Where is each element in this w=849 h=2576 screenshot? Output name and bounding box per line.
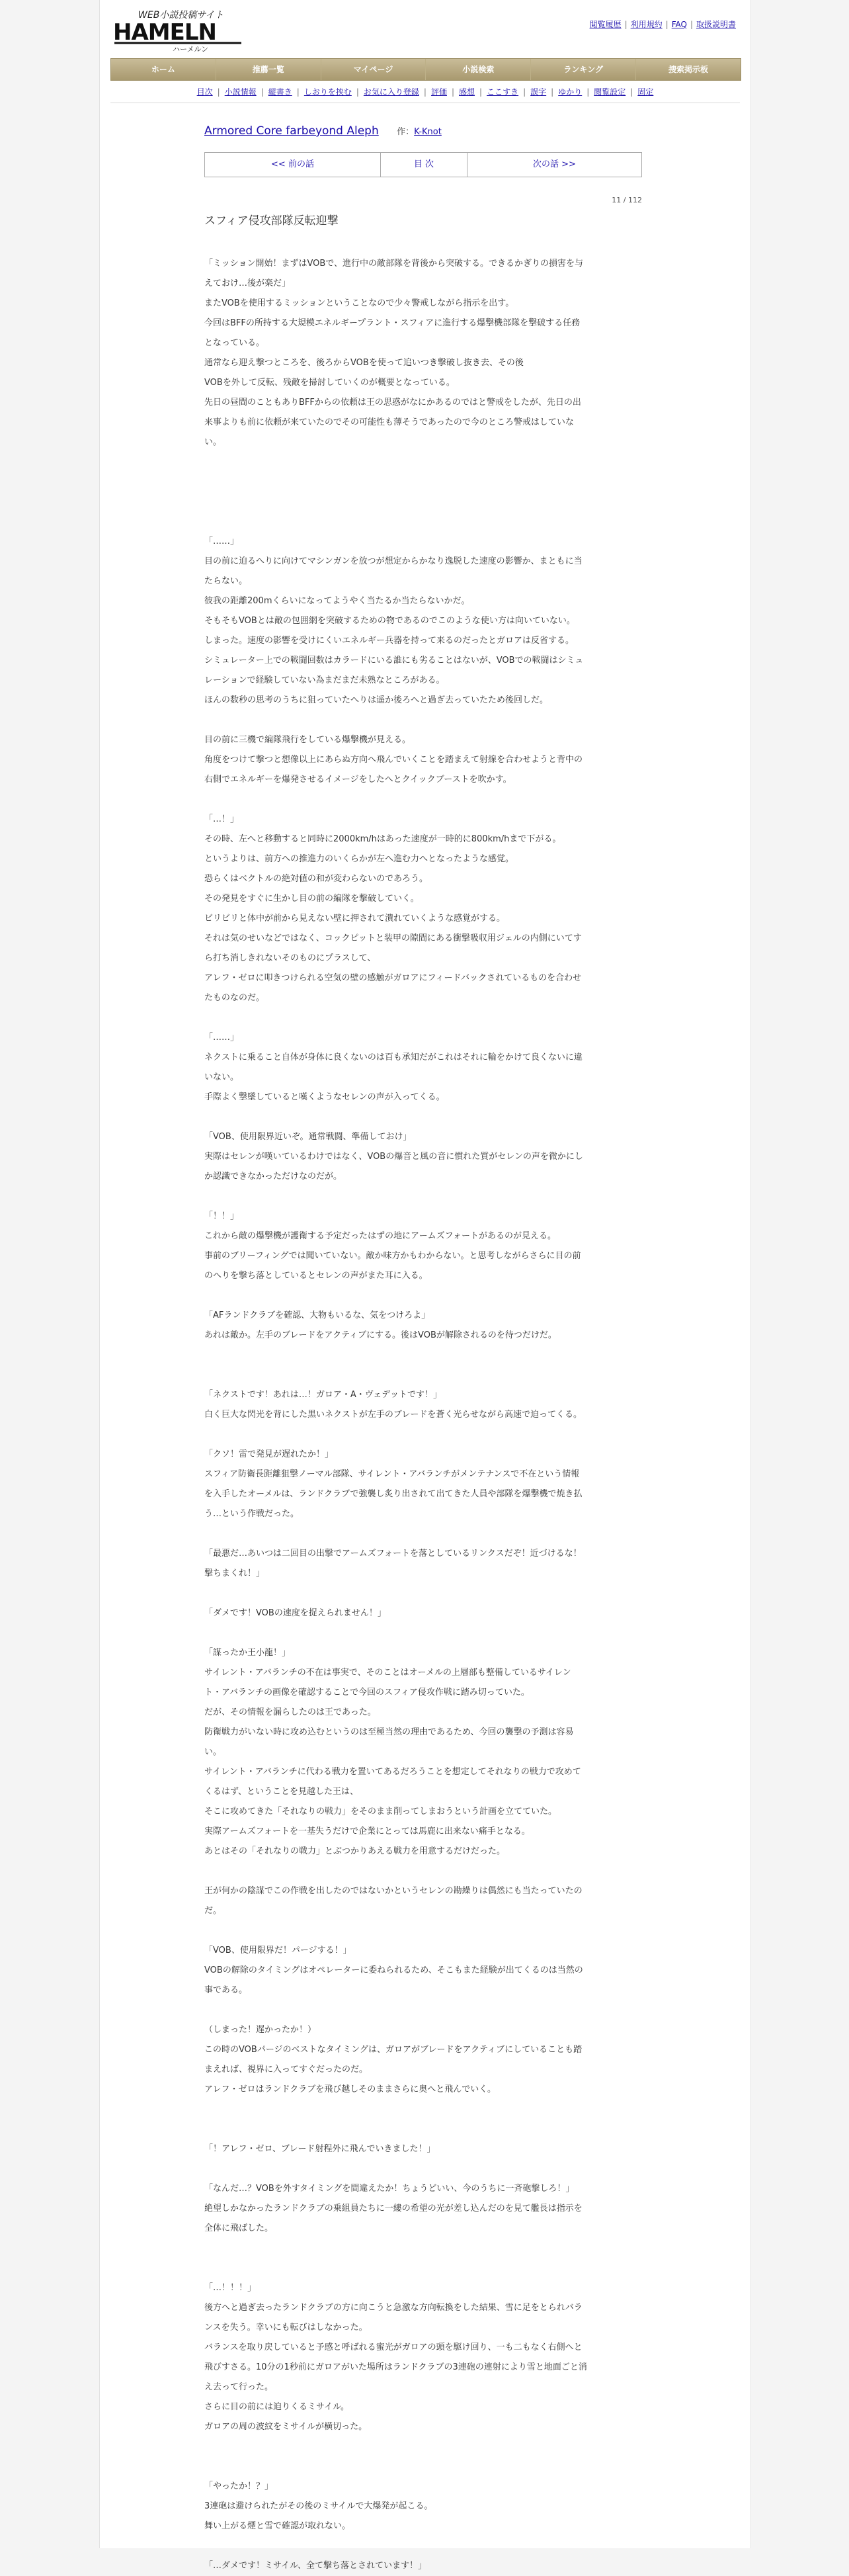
body-line: 「ダメです！VOBの速度を捉えられません！」 [204, 1608, 386, 1618]
nav-board[interactable]: 捜索掲示板 [668, 65, 709, 74]
body-line: サイレント・アバランチの不在は事実で、そのことはオーメルの上層部も整備しているサイレン [204, 1668, 571, 1678]
body-line: 「謀ったか王小龍！」 [204, 1648, 291, 1658]
body-line [204, 2000, 642, 2020]
body-line: 彼我の距離200mくらいになってようやく当たるか当たらないかだ。 [204, 596, 470, 606]
body-line: バランスを取り戻していると予感と呼ばれる蜜光がガロアの頭を駆け回り、一も二もなく右側へと [204, 2342, 583, 2352]
body-line: 撃ちまくれ！」 [204, 1568, 265, 1578]
body-line: あとはその「それなりの戦力」とぶつかりあえる戦力を用意するだけだった。 [204, 1846, 506, 1856]
body-line: 「最悪だ…あいつは二回目の出撃でアームズフォートを落としているリンクスだぞ！近づけるな！ [204, 1549, 582, 1559]
body-line: い。 [204, 1747, 222, 1757]
body-line: ほんの数秒の思考のうちに狙っていたへりは遥か後ろへと過ぎ去っていたため後回しだ。 [204, 695, 549, 705]
subnav-novel-info[interactable]: 小説情報 [224, 87, 257, 97]
global-nav [110, 58, 741, 81]
subnav-kokosuki[interactable]: ここすき [487, 87, 519, 97]
manual-link[interactable]: 取扱説明書 [696, 20, 736, 29]
body-line [204, 1008, 642, 1028]
body-line: 絶望しかなかったランドクラブの乗組員たちに一縷の希望の光が差し込んだのを見て艦長は指示を [204, 2204, 583, 2213]
body-line: そもそもVOBとは敵の包囲網を突破するための物であるのでこのような使い方は向いていない。 [204, 616, 575, 626]
body-line: 全体に飛ばした。 [204, 2223, 274, 2233]
body-line: その発見をすぐに生かし目の前の編隊を撃破していく。 [204, 894, 419, 904]
body-line: ビリビリと体中が前から見えない壁に押されて潰れていくような感覚がする。 [204, 914, 506, 923]
subnav-yukari[interactable]: ゆかり [558, 87, 583, 97]
body-line: え去って行った。 [204, 2382, 274, 2392]
nav-ranking[interactable]: ランキング [531, 59, 636, 80]
body-line: 飛びすさる。10分の1秒前にガロアがいた場所はランドクラブの3連砲の連射により雪と地面ごと消 [204, 2362, 587, 2372]
body-line [204, 2100, 642, 2120]
page-count: 11 / 112 [612, 196, 642, 204]
body-line [204, 1187, 642, 1207]
body-line: たらない。 [204, 576, 248, 586]
body-line: 「……」 [204, 537, 239, 546]
next-episode-link[interactable]: 次の話 >> [533, 159, 576, 169]
body-line [204, 1524, 642, 1544]
body-line: レーションで経験していない為まだまだ未熟なところがある。 [204, 675, 445, 685]
body-line: この時のVOBパージのベストなタイミングは、ガロアがブレードをアクティブにしていることも踏 [204, 2045, 583, 2055]
body-line: 恐らくはベクトルの絶対値の和が変わらないのであろう。 [204, 874, 428, 884]
body-line: ンスを失う。幸いにも転びはしなかった。 [204, 2323, 368, 2333]
body-line: またVOBを使用するミッションということなので少々警戒しながら指示を出す。 [204, 298, 514, 308]
body-line: 通常なら迎え撃つところを、後ろからVOBを使って追いつき撃破し抜き去、その後 [204, 358, 524, 368]
body-line: 白く巨大な閃光を背にした黒いネクストが左手のブレードを蒼く光らせながら高速で迫ってくる。 [204, 1410, 582, 1420]
body-line: 手際よく撃墜していると嘆くようなセレンの声が入ってくる。 [204, 1092, 445, 1102]
novel-title-line [204, 124, 642, 138]
body-line: くるはず、ということを見越した王は、 [204, 1787, 358, 1797]
body-line: VOBの解除のタイミングはオペレーターに委ねられるため、そこもまた経験が出てくるのは当然の [204, 1965, 583, 1975]
body-line: 「！アレフ・ゼロ、ブレード射程外に飛んでいきました！」 [204, 2144, 436, 2154]
subnav-toc[interactable]: 目次 [196, 87, 213, 97]
toc-link[interactable]: 目 次 [381, 153, 467, 177]
body-line: 「クソ！雷で発見が遅れたか！」 [204, 1449, 334, 1459]
body-line: それは気のせいなどではなく、コックピットと装甲の隙間にある衝撃吸収用ジェルの内側にいてす [204, 933, 582, 943]
body-line: となっている。 [204, 338, 265, 348]
body-line: 実際はセレンが嘆いているわけではなく、VOBの爆音と風の音に慣れた質がセレンの声を微かにし [204, 1152, 583, 1162]
body-line: アレフ・ゼロはランドクラブを飛び越しそのままさらに奥へと飛んでいく。 [204, 2084, 496, 2094]
body-line [204, 790, 642, 810]
body-line: 「AFランドクラブを確認、大物もいるな、気をつけろよ」 [204, 1310, 430, 1320]
body-line: ネクストに乗ること自体が身体に良くないのは百も承知だがこれはそれに輪をかけて良くないに違 [204, 1052, 583, 1062]
subnav-typo[interactable]: 誤字 [530, 87, 547, 97]
body-line: 「なんだ…？VOBを外すタイミングを間違えたか！ちょうどいい、今のうちに一斉砲撃しろ！」 [204, 2184, 575, 2194]
body-line: 「……」 [204, 1033, 239, 1043]
body-line: 来事よりも前に依頼が来ていたのでその可能性も薄そうであったので今のところ警戒はしていな [204, 417, 574, 427]
body-line: 目の前に迫るへりに向けてマシンガンを放つが想定からかなり逸脱した速度の影響か、まともに当 [204, 556, 583, 566]
subnav-pin[interactable]: 固定 [637, 87, 654, 97]
novel-title-link[interactable]: Armored Core farbeyond Aleph [204, 124, 379, 138]
body-line: ら打ち消しきれないそのものにプラスして、 [204, 953, 376, 963]
body-line: 王が何かの陰謀でこの作戦を出したのではないかというセレンの勘繰りは偶然にも当たっていたの [204, 1886, 583, 1896]
body-line [204, 512, 642, 532]
subnav-rating[interactable]: 評価 [430, 87, 447, 97]
logo-tagline: WEB小説投稿サイト [138, 10, 224, 21]
body-line: そこに攻めてきた「それなりの戦力」をそのまま削ってしまおうという計画を立てていた。 [204, 1807, 557, 1817]
body-line: か認識できなかっただけなのだが。 [204, 1172, 343, 1181]
body-line [204, 2437, 642, 2457]
body-line [204, 2457, 642, 2477]
body-line [204, 2536, 642, 2556]
body-line [204, 1365, 642, 1385]
site-header [100, 0, 750, 56]
body-line [204, 452, 642, 472]
history-link[interactable]: 閲覧履歴 [589, 20, 622, 29]
body-line: あれは敵か。左手のブレードをアクティブにする。後はVOBが解除されるのを待つだけだ。 [204, 1330, 557, 1340]
body-line [204, 2159, 642, 2179]
body-line: 目の前に三機で編隊飛行をしている爆撃機が見える。 [204, 735, 411, 745]
body-line: 「…！！！」 [204, 2283, 257, 2293]
body-line: だが、その情報を漏らしたのは王であった。 [204, 1707, 376, 1717]
logo-kana: ハーメルン [173, 45, 209, 53]
body-line: さらに目の前には迫りくるミサイル。 [204, 2402, 350, 2412]
subnav-favorite[interactable]: お気に入り登録 [363, 87, 419, 97]
nav-mypage[interactable]: マイページ [321, 59, 426, 80]
nav-home[interactable]: ホーム [111, 59, 216, 80]
body-line: えておけ…後が楽だ」 [204, 279, 291, 288]
body-line [204, 492, 642, 512]
prev-episode-link[interactable]: << 前の話 [205, 153, 381, 177]
body-line: い。 [204, 437, 222, 447]
page-container [99, 0, 751, 2571]
body-line: 防衛戦力がいない時に攻め込むというのは至極当然の理由であるため、今回の襲撃の予測は容易 [204, 1727, 574, 1737]
body-line: を入手したオーメルは、ランドクラブで強襲し炙り出されて出てきた人員や部隊を爆撃機で焼き払 [204, 1489, 583, 1499]
subnav-settings[interactable]: 閲覧設定 [594, 87, 626, 97]
body-line: サイレント・アバランチに代わる戦力を置いてあるだろうことを想定してそれなりの戦力で攻めて [204, 1767, 581, 1777]
body-line [204, 710, 642, 730]
body-line [204, 2258, 642, 2278]
body-line: 「！！」 [204, 1211, 239, 1221]
body-line: 3連砲は避けられたがその後のミサイルで大爆発が起こる。 [204, 2501, 433, 2511]
main-content [204, 124, 642, 2576]
terms-link[interactable]: 利用規約 [630, 20, 663, 29]
body-line: 後方へと過ぎ去ったランドクラブの方に向こうと急激な方向転換をした結果、雪に足をとられバラ [204, 2303, 583, 2313]
logo-main: HAMELN [113, 19, 216, 46]
chapter-title: スフィア侵攻部隊反転迎撃 [204, 214, 339, 228]
subnav-vertical[interactable]: 縦書き [268, 87, 292, 97]
body-line: のへりを撃ち落としているとセレンの声がまた耳に入る。 [204, 1271, 428, 1281]
body-line: 「…ダメです！ミサイル、全て撃ち落とされています！」 [204, 2561, 427, 2571]
author-label: 作： [397, 127, 415, 137]
body-line: 「…！」 [204, 814, 239, 824]
body-line: 事前のブリーフィングでは聞いていない。敵か味方かもわからない。と思考しながらさらに目の前 [204, 1251, 581, 1261]
body-line: ト・アバランチの画像を確認することで今回のスフィア侵攻作戦に踏み切っていた。 [204, 1688, 530, 1697]
body-line: まえれば、視界に入ってすぐだったのだ。 [204, 2065, 368, 2075]
body-line: だ。 [204, 1906, 222, 1916]
body-line: 先日の昼間のこともありBFFからの依頼は王の思惑がなにかあるのではと警戒をしたが、先日の出 [204, 398, 581, 408]
body-line: シミュレーター上での戦闘回数はカラードにいる誰にも劣ることはないが、VOBでの戦闘はシミュ [204, 656, 584, 665]
top-links: 閲覧履歴 | 利用規約 | FAQ | 取扱説明書 [589, 20, 736, 29]
body-line: 今回はBFFの所持する大規模エネルギープラント・スフィアに進行する爆撃機部隊を撃破する任務 [204, 318, 581, 328]
hameln-logo[interactable] [112, 7, 257, 53]
body-line: 角度をつけて撃つと想像以上にあらぬ方向へ飛んでいくことを踏まえて射線を合わせようと背中の [204, 755, 583, 765]
body-line: というよりは、前方への推進力のいくらかが左へ進む力へとなったような感覚。 [204, 854, 514, 864]
body-line [204, 1286, 642, 1306]
body-line [204, 1346, 642, 1365]
sub-nav: 目次 | 小説情報 | 縦書き | しおりを挟む | お気に入り登録 | 評価 | 感想 | ここすき | 誤字 | ゆかり | 閲覧設定 | 固定 [196, 87, 654, 97]
body-line: その時、左へと移動すると同時に2000km/hはあった速度が一時的に800km/hまで下がる。 [204, 834, 561, 844]
body-line: 事である。 [204, 1985, 248, 1995]
body-line [204, 472, 642, 492]
faq-link[interactable]: FAQ [671, 20, 687, 29]
author-link[interactable]: K-Knot [414, 127, 442, 137]
body-line: 舞い上がる煙と雪で確認が取れない。 [204, 2521, 351, 2531]
body-line: 「VOB、使用限界だ！パージする！」 [204, 1946, 352, 1955]
episode-nav [204, 152, 642, 177]
body-line: アレフ・ゼロに叩きつけられる空気の壁の感触がガロアにフィードバックされているものを合わせ [204, 973, 582, 983]
body-line: う…という作戦だった。 [204, 1509, 300, 1519]
body-line: ガロアの周の波紋をミサイルが横切った。 [204, 2422, 368, 2432]
chapter-body [204, 254, 642, 2576]
body-line: スフィア防衛長距離狙撃ノーマル部隊、サイレント・アバランチがメンテナンスで不在という情報 [204, 1469, 580, 1479]
body-line: 「ネクストです！あれは…！ガロア・A・ヴェデットです！」 [204, 1390, 442, 1400]
body-line: これから敵の爆撃機が護衛する予定だったはずの地にアームズフォートがあるのが見える。 [204, 1231, 556, 1241]
body-line: しまった。速度の影響を受けにくいエネルギー兵器を持って来るのだったとガロアは反省する。 [204, 636, 575, 646]
nav-recommend[interactable]: 推薦一覧 [216, 59, 321, 80]
body-line [204, 1623, 642, 1643]
body-line: 「ミッション開始！まずはVOBで、進行中の敵部隊を背後から突破する。できるかぎりの損害を与 [204, 259, 584, 269]
body-line [204, 1921, 642, 1941]
body-line [204, 1107, 642, 1127]
body-line: （しまった！遅かったか！） [204, 2025, 317, 2035]
body-line: いない。 [204, 1072, 239, 1082]
body-line [204, 2120, 642, 2139]
body-line: VOBを外して反転、残敵を掃討していくのが概要となっている。 [204, 378, 455, 388]
body-line [204, 1425, 642, 1445]
body-line: 「VOB、使用限界近いぞ。通常戦闘、準備しておけ」 [204, 1132, 412, 1142]
body-line: 実際アームズフォートを一基失うだけで企業にとっては馬鹿に出来ない痛手となる。 [204, 1826, 530, 1836]
body-line: たものなのだ。 [204, 993, 265, 1003]
body-line [204, 2239, 642, 2258]
body-line: 右側でエネルギーを爆発させるイメージをしたへとクイックブーストを吹かす。 [204, 775, 512, 785]
body-line: 「やったか！？」 [204, 2481, 274, 2491]
subnav-review[interactable]: 感想 [459, 87, 475, 97]
body-line [204, 1584, 642, 1604]
subnav-bookmark[interactable]: しおりを挟む [303, 87, 352, 97]
body-line [204, 1862, 642, 1881]
nav-search[interactable]: 小説検索 [426, 59, 531, 80]
